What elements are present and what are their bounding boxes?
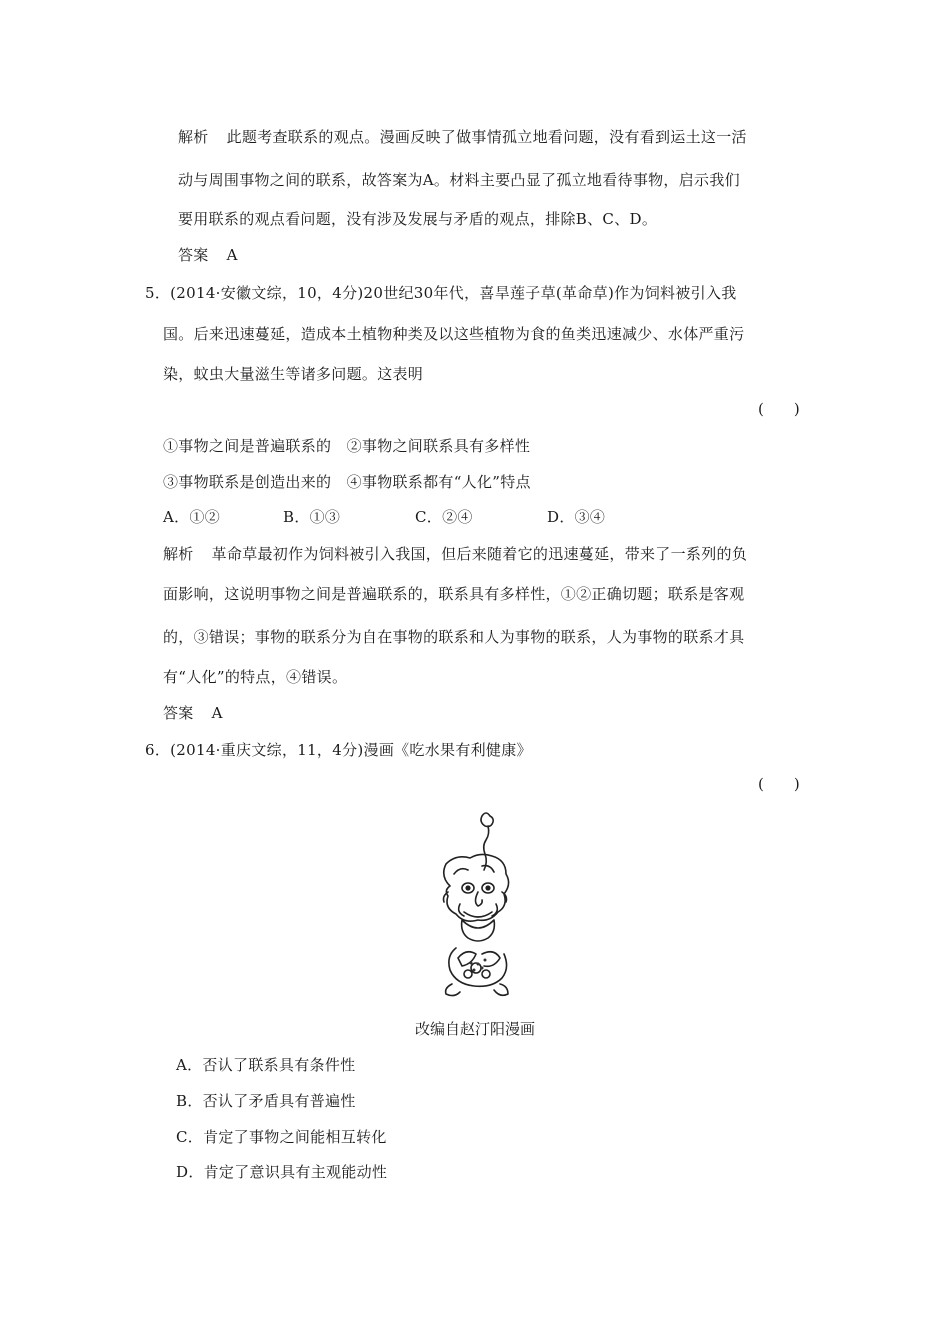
answer-line (178, 245, 238, 265)
statement-line: ①事物之间是普遍联系的 ②事物之间联系具有多样性 (163, 437, 531, 455)
answer-label: 答案 (178, 246, 209, 264)
answer-value: A (226, 246, 238, 264)
option-a: A．①② (163, 508, 221, 526)
option-a: A．否认了联系具有条件性 (176, 1056, 356, 1074)
cartoon-illustration (430, 808, 522, 1003)
answer-blank: ( ) (758, 775, 800, 793)
question-stem-line: 染，蚊虫大量滋生等诸多问题。这表明 (163, 365, 424, 383)
analysis-line: 解析 此题考查联系的观点。漫画反映了做事情孤立地看问题，没有看到运土这一活 (178, 128, 747, 146)
option-c: C．肯定了事物之间能相互转化 (176, 1128, 387, 1146)
figure-caption: 改编自赵汀阳漫画 (414, 1020, 535, 1038)
answer-line (163, 703, 223, 723)
question-stem-line: 6．(2014·重庆文综，11，4分)漫画《吃水果有利健康》 (145, 741, 532, 759)
answer-label: 答案 (163, 704, 194, 722)
option-c: C．②④ (415, 508, 473, 526)
option-d: D．肯定了意识具有主观能动性 (176, 1163, 388, 1181)
options-row (163, 507, 605, 527)
analysis-line: 解析 革命草最初作为饲料被引入我国，但后来随着它的迅速蔓延，带来了一系列的负 (163, 545, 748, 563)
analysis-line: 动与周围事物之间的联系，故答案为A。材料主要凸显了孤立地看待事物，启示我们 (178, 171, 740, 189)
analysis-line: 的，③错误；事物的联系分为自在事物的联系和人为事物的联系，人为事物的联系才具 (163, 628, 745, 646)
question-stem-line: 国。后来迅速蔓延，造成本土植物种类及以这些植物为食的鱼类迅速减少、水体严重污 (163, 325, 745, 343)
question-stem-line: 5．(2014·安徽文综，10，4分)20世纪30年代，喜旱莲子草(革命草)作为饲料被引入我 (145, 284, 737, 302)
option-b: B．①③ (283, 508, 341, 526)
analysis-label: 解析 (163, 545, 194, 563)
statement-line: ③事物联系是创造出来的 ④事物联系都有“人化”特点 (163, 473, 531, 491)
analysis-line: 面影响，这说明事物之间是普遍联系的，联系具有多样性，①②正确切题；联系是客观 (163, 585, 745, 603)
answer-blank: ( ) (758, 400, 800, 418)
option-d: D．③④ (547, 508, 606, 526)
analysis-line: 有“人化”的特点，④错误。 (163, 668, 348, 686)
analysis-line: 要用联系的观点看问题，没有涉及发展与矛盾的观点，排除B、C、D。 (178, 210, 658, 228)
answer-value: A (211, 704, 223, 722)
option-b: B．否认了矛盾具有普遍性 (176, 1092, 356, 1110)
analysis-label: 解析 (178, 128, 209, 146)
